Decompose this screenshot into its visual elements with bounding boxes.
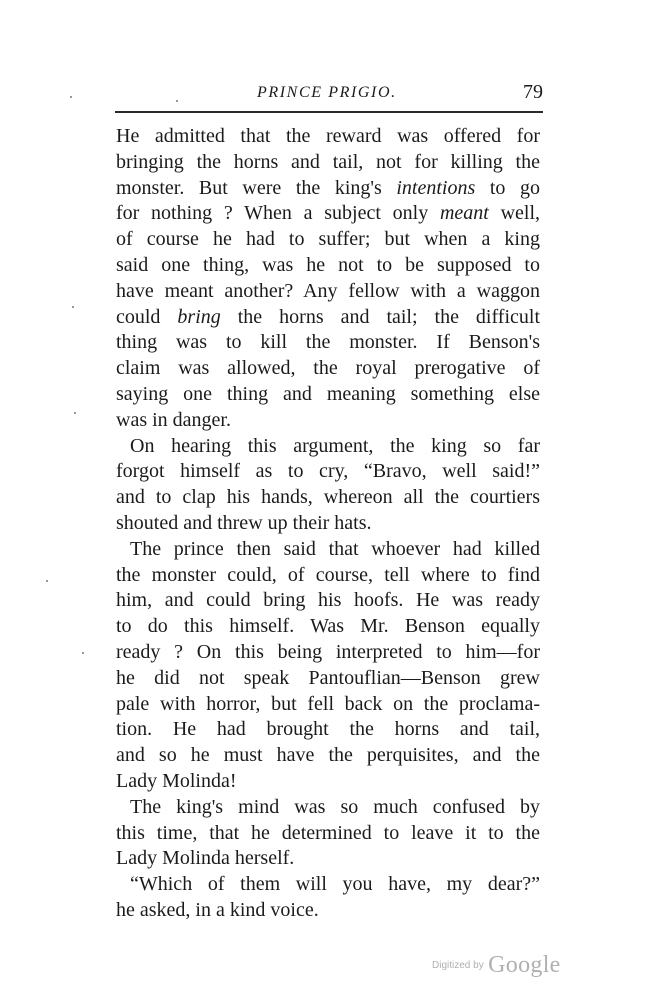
text-line (116, 434, 540, 460)
text-run: to do this himself. Was Mr. Benson equally (116, 615, 540, 638)
paragraph (116, 872, 540, 924)
text-run: forgot himself as to cry, “Bravo, well said!” (116, 460, 540, 483)
text-run: him, and could bring his hoofs. He was ready (116, 589, 540, 612)
text-run: and to clap his hands, whereon all the courtiers (116, 486, 540, 509)
paragraph (116, 124, 540, 434)
italic-text: bring (177, 305, 221, 328)
scan-speck (70, 96, 72, 98)
text-run: to go (475, 176, 540, 199)
text-line (116, 382, 540, 408)
text-run: this time, that he determined to leave it to the (116, 821, 540, 844)
text-run: he asked, in a kind voice. (116, 898, 319, 921)
text-run: could (116, 305, 178, 328)
text-run: tion. He had brought the horns and tail, (116, 718, 540, 741)
paragraph (116, 795, 540, 872)
text-line (116, 846, 540, 872)
page-number: 79 (523, 81, 543, 103)
text-run: shouted and threw up their hats. (116, 511, 372, 534)
text-line (116, 330, 540, 356)
watermark-prefix: Digitized by (432, 960, 484, 971)
text-line (116, 279, 540, 305)
text-run: thing was to kill the monster. If Benson's (116, 331, 540, 354)
text-line (116, 769, 540, 795)
scan-speck (82, 652, 84, 654)
text-run: Lady Molinda herself. (116, 847, 295, 870)
text-run: and so he must have the perquisites, and the (116, 744, 540, 767)
text-run: monster. But were the king's (116, 176, 397, 199)
text-line (116, 821, 540, 847)
text-run: for nothing ? When a subject only (116, 202, 440, 225)
text-line (116, 795, 540, 821)
text-line (116, 898, 540, 924)
text-line (116, 150, 540, 176)
text-line (116, 614, 540, 640)
text-line (116, 227, 540, 253)
text-line (116, 305, 540, 331)
text-line (116, 640, 540, 666)
google-logo: Google (488, 952, 561, 978)
scan-speck (176, 100, 178, 102)
text-line (116, 408, 540, 434)
text-line (116, 511, 540, 537)
text-line (116, 459, 540, 485)
text-line (116, 201, 540, 227)
header-rule (115, 111, 543, 113)
text-run: the horns and tail; the difficult (220, 305, 540, 328)
running-title: PRINCE PRIGIO. (257, 84, 397, 101)
scan-speck (74, 412, 76, 414)
text-run: On hearing this argument, the king so far (130, 434, 540, 457)
text-line (116, 176, 540, 202)
text-run: claim was allowed, the royal prerogative of (116, 357, 540, 380)
text-line (116, 588, 540, 614)
text-line (116, 253, 540, 279)
text-line (116, 717, 540, 743)
text-run: bringing the horns and tail, not for killing the (116, 150, 540, 173)
text-run: Lady Molinda! (116, 769, 237, 792)
text-line (116, 124, 540, 150)
text-run: have meant another? Any fellow with a waggon (116, 279, 540, 302)
text-run: The king's mind was so much confused by (130, 795, 540, 818)
text-run: saying one thing and meaning something else (116, 382, 540, 405)
text-run: he did not speak Pantouflian—Benson grew (116, 666, 540, 689)
text-run: He admitted that the reward was offered for (116, 125, 540, 147)
text-run: ready ? On this being interpreted to him—for (116, 640, 540, 663)
body-text (116, 124, 540, 924)
text-run: said one thing, was he not to be supposed to (116, 253, 540, 276)
text-run: well, (488, 202, 540, 225)
scan-speck (72, 306, 74, 308)
text-line (116, 666, 540, 692)
text-run: of course he had to suffer; but when a king (116, 228, 540, 251)
text-run: pale with horror, but fell back on the proclama- (116, 692, 540, 715)
text-line (116, 485, 540, 511)
paragraph (116, 537, 540, 795)
text-line (116, 743, 540, 769)
paragraph (116, 434, 540, 537)
running-head (115, 81, 543, 110)
text-line (116, 537, 540, 563)
text-run: was in danger. (116, 408, 231, 431)
text-run: The prince then said that whoever had killed (130, 537, 540, 560)
italic-text: intentions (396, 176, 476, 199)
digitized-by-google-watermark (432, 952, 561, 979)
text-run: the monster could, of course, tell where to find (116, 563, 540, 586)
scan-speck (46, 580, 48, 582)
text-line (116, 872, 540, 898)
text-line (116, 692, 540, 718)
italic-text: meant (439, 202, 489, 225)
text-line (116, 563, 540, 589)
text-line (116, 356, 540, 382)
text-run: “Which of them will you have, my dear?” (130, 873, 540, 896)
